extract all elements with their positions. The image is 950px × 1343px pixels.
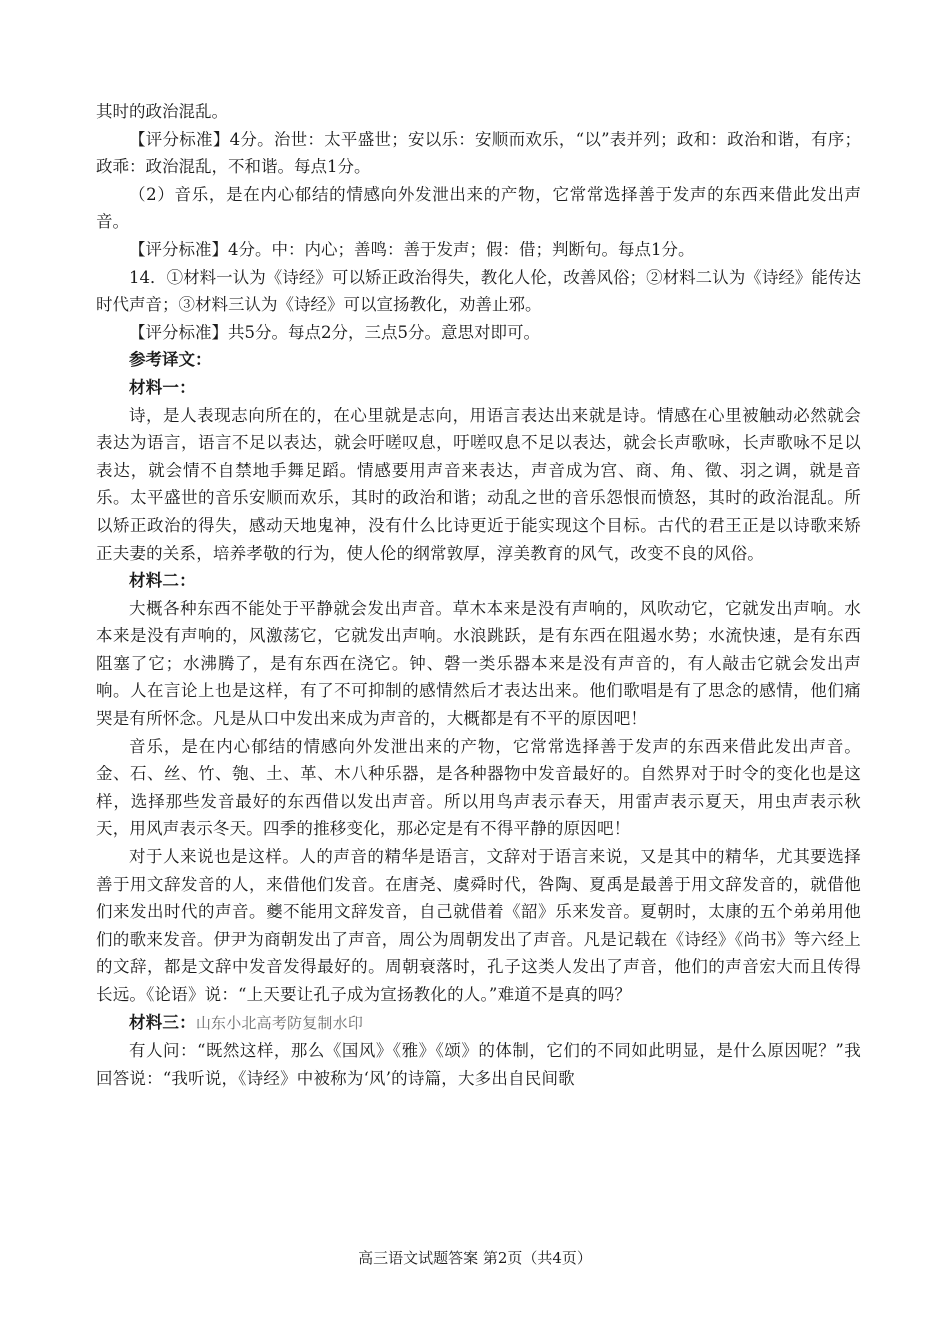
material-2-paragraph-2: 音乐，是在内心郁结的情感向外发泄出来的产物，它常常选择善于发声的东西来借此发出声音。金、石、丝、竹、匏、土、革、木八种乐器，是各种器物中发音最好的。自然界对于时令的变化也是这样，选择那些发音最好的东西借以发出声音。所以用鸟声表示春天，用雷声表示夏天，用虫声表示秋天，用风声表示冬天。四季的推移变化，那必定是有不得平静的原因吧！ [96,736,861,839]
document-body [96,98,861,1092]
material-3-heading-line [96,1009,861,1038]
material-2-heading: 材料二： [129,571,196,591]
scoring-standard-3: 【评分标准】共5分。每点2分，三点5分。意思对即可。 [129,322,540,342]
scoring-standard-1: 【评分标准】4分。治世：太平盛世；安以乐：安顺而欢乐，“以”表并列；政和：政治和谐，有序；政乖：政治混乱，不和谐。每点1分。 [96,129,861,177]
translation-section [96,374,861,1092]
answer-13-2: （2）音乐，是在内心郁结的情感向外发泄出来的产物，它常常选择善于发声的东西来借此发出声音。 [96,184,861,232]
material-2-paragraph-1: 大概各种东西不能处于平静就会发出声音。草木本来是没有声响的，风吹动它，它就发出声响。水本来是没有声响的，风激荡它，它就发出声响。水浪跳跃，是有东西在阻遏水势；水流快速，是有东西阻塞了它；水沸腾了，是有东西在浇它。钟、磬一类乐器本来是没有声音的，有人敲击它就会发出声响。人在言论上也是这样，有了不可抑制的感情然后才表达出来。他们歌唱是有了思念的感情，他们痛哭是有所怀念。凡是从口中发出来成为声音的，大概都是有不平的原因吧！ [96,598,861,729]
translation-heading: 参考译文： [129,350,212,370]
material-3-text: 有人问：“既然这样，那么《国风》《雅》《颂》的体制，它们的不同如此明显，是什么原因呢？”我回答说：“我听说，《诗经》中被称为‘风’的诗篇，大多出自民间歌 [96,1041,861,1088]
answer-14: 14．①材料一认为《诗经》可以矫正政治得失，教化人伦，改善风俗；②材料二认为《诗经》能传达时代声音；③材料三认为《诗经》可以宣扬教化，劝善止邪。 [96,267,861,315]
material-3-heading: 材料三： [129,1012,196,1032]
watermark-text: 山东小北高考防复制水印 [195,1013,364,1032]
scoring-standard-2: 【评分标准】4分。中：内心；善鸣：善于发声；假：借；判断句。每点1分。 [129,239,695,259]
page-footer: 高三语文试题答案 第2页（共4页） [358,1249,592,1267]
answer-continuation: 其时的政治混乱。 [96,102,228,121]
material-1-heading: 材料一： [129,377,196,397]
material-2-paragraph-3: 对于人来说也是这样。人的声音的精华是语言，文辞对于语言来说，又是其中的精华，尤其要选择善于用文辞发音的人，来借他们发音。在唐尧、虞舜时代，咎陶、夏禹是最善于用文辞发音的，就借他们来发出时代的声音。夔不能用文辞发音，自己就借着《韶》乐来发音。夏朝时，太康的五个弟弟用他们的歌来发音。伊尹为商朝发出了声音，周公为周朝发出了声音。凡是记载在《诗经》《尚书》等六经上的文辞，都是文辞中发音发得最好的。周朝衰落时，孔子这类人发出了声音，他们的声音宏大而且传得长远。《论语》说：“上天要让孔子成为宣扬教化的人。”难道不是真的吗？ [96,847,861,1004]
material-1-text: 诗，是人表现志向所在的，在心里就是志向，用语言表达出来就是诗。情感在心里被触动必然就会表达为语言，语言不足以表达，就会吁嗟叹息，吁嗟叹息不足以表达，就会长声歌咏，长声歌咏不足以表达，就会情不自禁地手舞足蹈。情感要用声音来表达，声音成为宫、商、角、徵、羽之调，就是音乐。太平盛世的音乐安顺而欢乐，其时的政治和谐；动乱之世的音乐怨恨而愤怒，其时的政治混乱。所以矫正政治的得失，感动天地鬼神，没有什么比诗更近于能实现这个目标。古代的君王正是以诗歌来矫正夫妻的关系，培养孝敬的行为，使人伦的纲常敦厚，淳美教育的风气，改变不良的风俗。 [96,405,861,563]
